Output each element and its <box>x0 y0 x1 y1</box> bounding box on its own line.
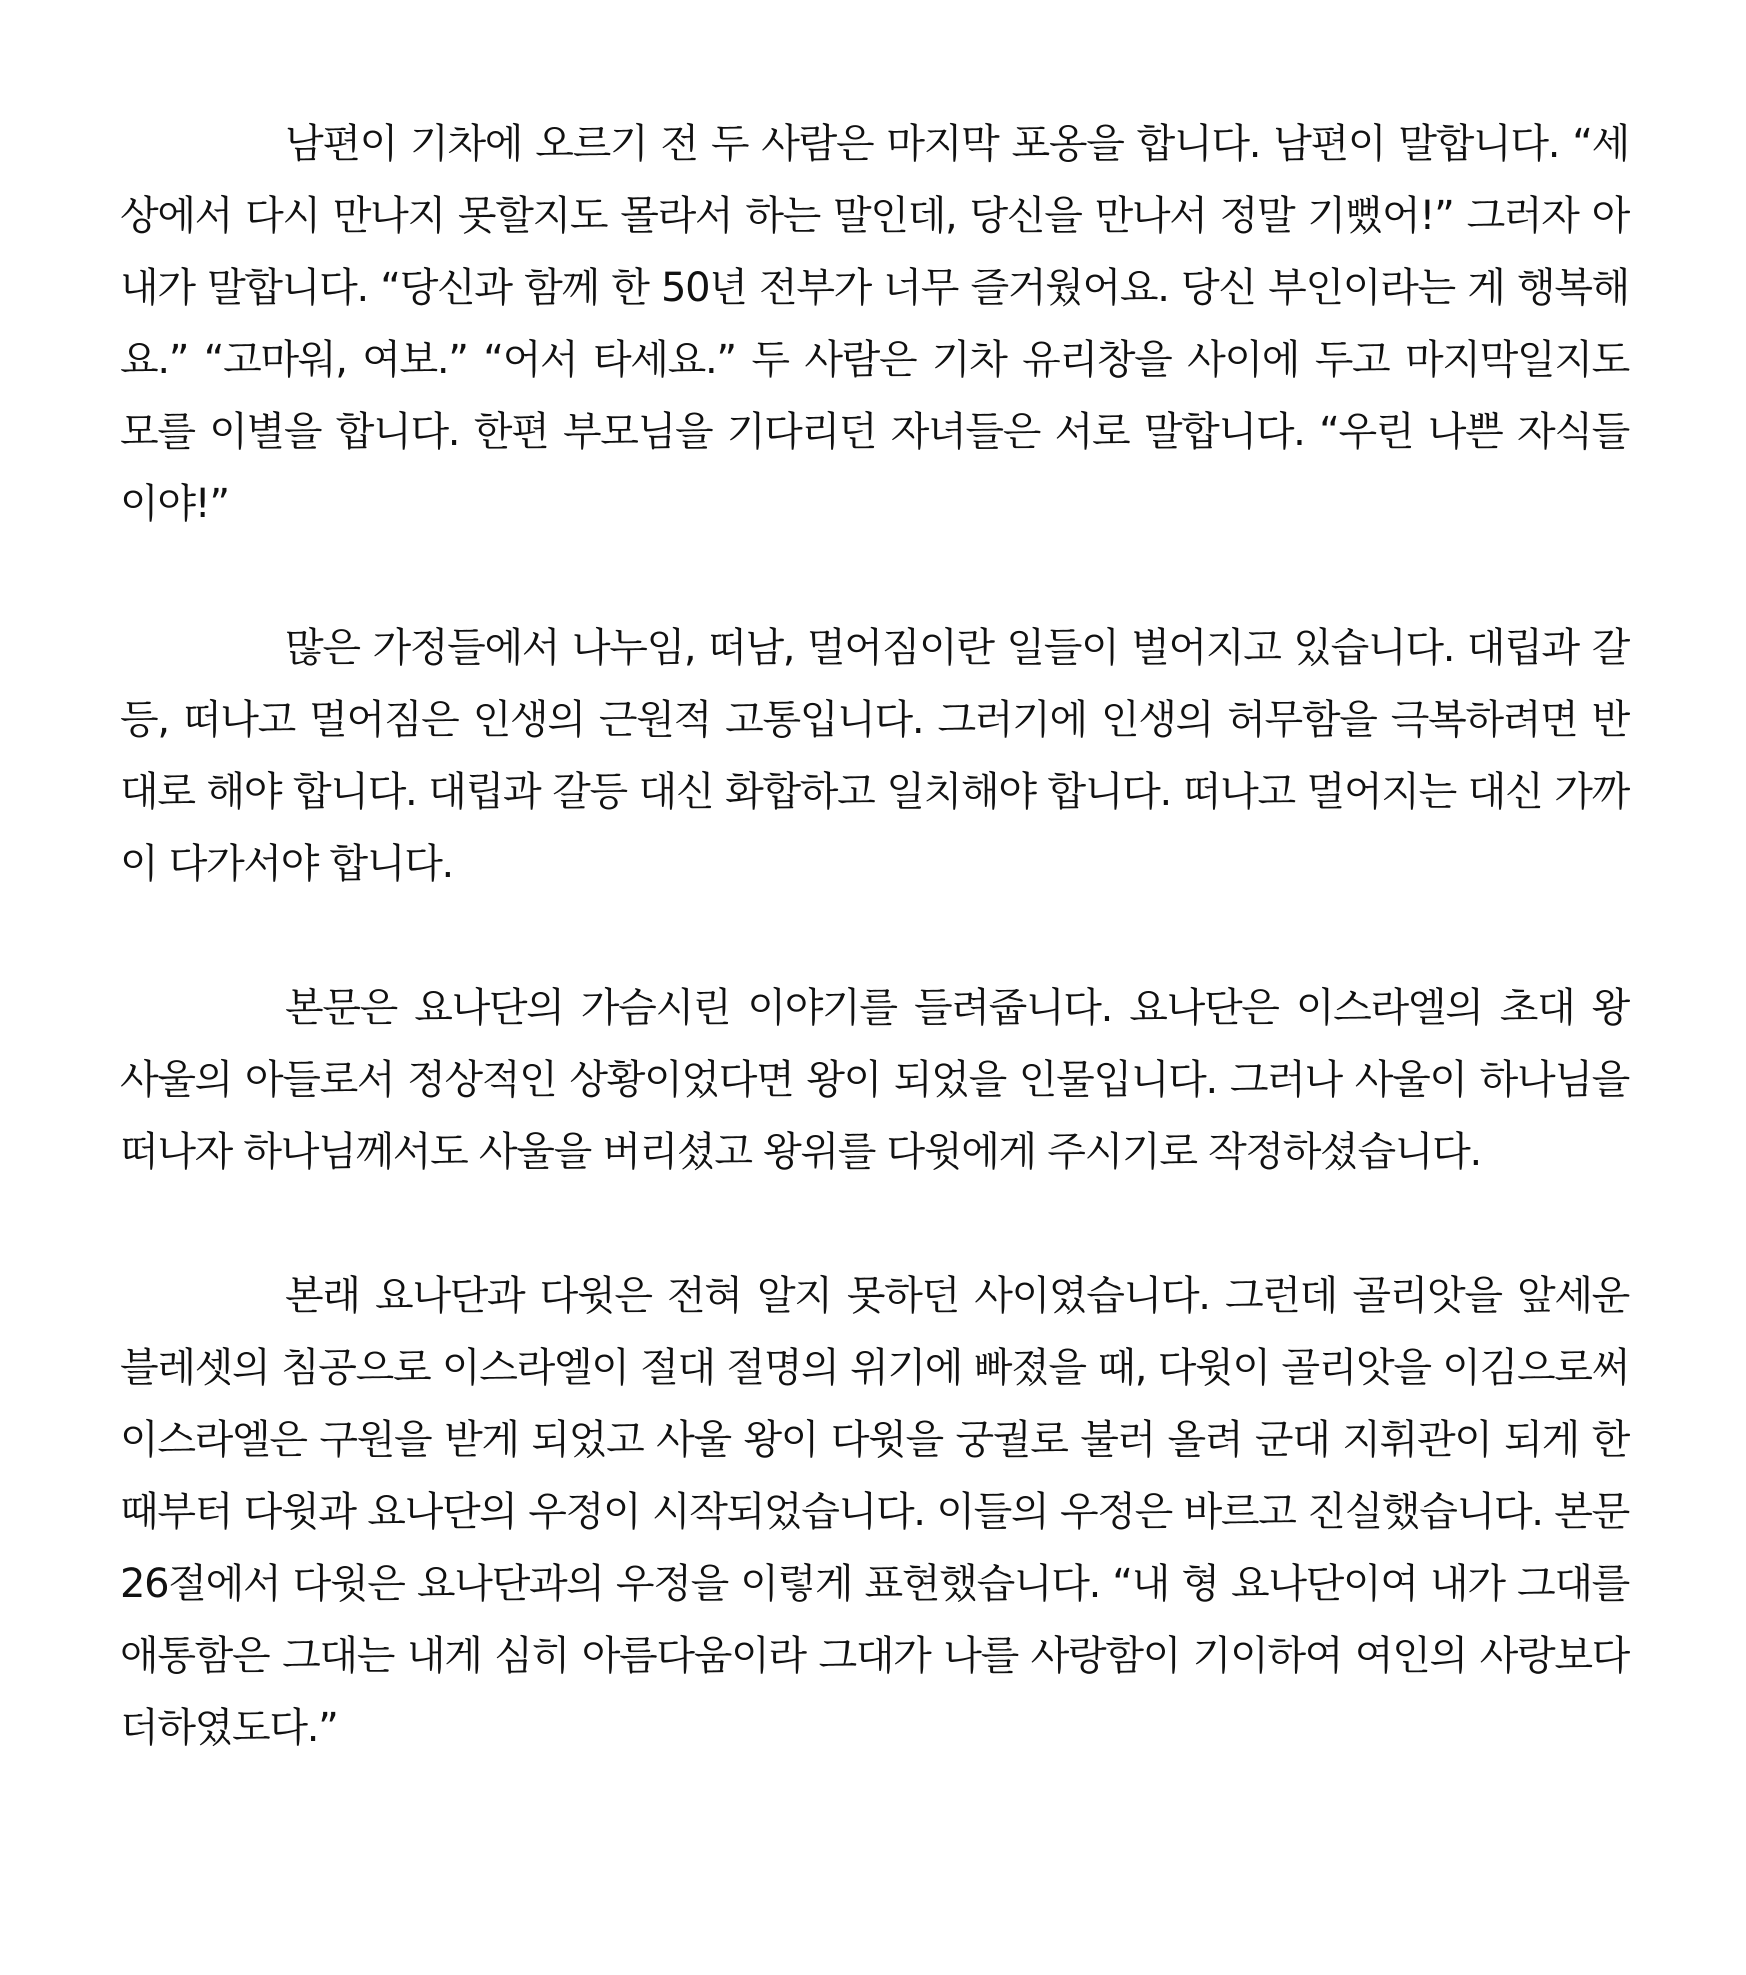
paragraph-separation: 많은 가정들에서 나누임, 떠남, 멀어짐이란 일들이 벌어지고 있습니다. 대립과 갈등, 떠나고 멀어짐은 인생의 근원적 고통입니다. 그러기에 인생의 허무함을 극복하려면 반대로 해야 합니다. 대립과 갈등 대신 화합하고 일치해야 합니다. 떠나고 멀어지는 대신 가까이 다가서야 합니다. <box>120 625 1629 887</box>
paragraph-farewell: 남편이 기차에 오르기 전 두 사람은 마지막 포옹을 합니다. 남편이 말합니다. “세상에서 다시 만나지 못할지도 몰라서 하는 말인데, 당신을 만나서 정말 기뻤어!” 그러자 아내가 말합니다. “당신과 함께 한 50년 전부가 너무 즐거웠어요. 당신 부인이라는 게 행복해요.” “고마워, 여보.” “어서 타세요.” 두 사람은 기차 유리창을 사이에 두고 마지막일지도 모를 이별을 합니다. 한편 부모님을 기다리던 자녀들은 서로 말합니다. “우린 나쁜 자식들이야!” <box>120 121 1629 527</box>
paragraph-friendship: 본래 요나단과 다윗은 전혀 알지 못하던 사이였습니다. 그런데 골리앗을 앞세운 블레셋의 침공으로 이스라엘이 절대 절명의 위기에 빠졌을 때, 다윗이 골리앗을 이김으로써 이스라엘은 구원을 받게 되었고 사울 왕이 다윗을 궁궐로 불러 올려 군대 지휘관이 되게 한 때부터 다윗과 요나단의 우정이 시작되었습니다. 이들의 우정은 바르고 진실했습니다. 본문 26절에서 다윗은 요나단과의 우정을 이렇게 표현했습니다. “내 형 요나단이여 내가 그대를 애통함은 그대는 내게 심히 아름다움이라 그대가 나를 사랑함이 기이하여 여인의 사랑보다 더하였도다.” <box>120 1273 1629 1751</box>
paragraph-jonathan-intro: 본문은 요나단의 가슴시린 이야기를 들려줍니다. 요나단은 이스라엘의 초대 왕 사울의 아들로서 정상적인 상황이었다면 왕이 되었을 인물입니다. 그러나 사울이 하나님을 떠나자 하나님께서도 사울을 버리셨고 왕위를 다윗에게 주시기로 작정하셨습니다. <box>120 985 1629 1175</box>
document-page <box>120 108 1629 1764</box>
